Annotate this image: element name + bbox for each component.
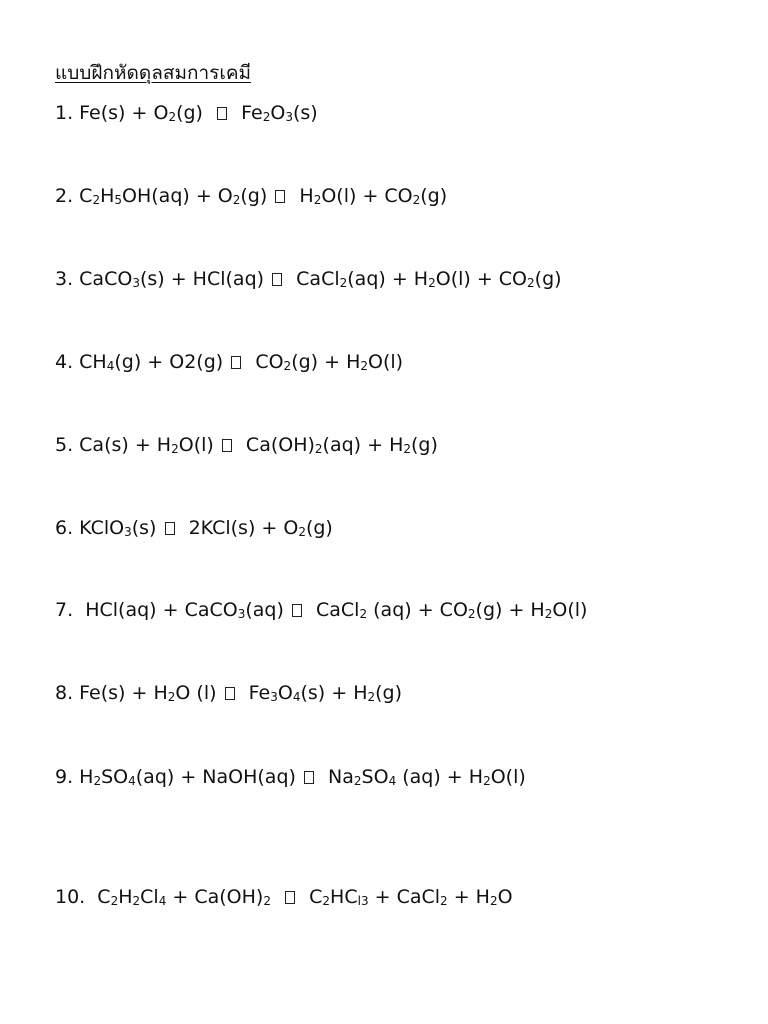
subscript: 2 — [132, 894, 141, 908]
subscript: 2 — [467, 607, 476, 621]
equation-text: 5. Ca(s) + H — [55, 434, 172, 456]
subscript: 2 — [263, 894, 271, 908]
equation-text: O (l) — [175, 682, 223, 704]
subscript: 5 — [114, 193, 123, 207]
equation-text: + H — [447, 886, 490, 908]
subscript: 3 — [285, 110, 293, 124]
equation-text: (s) — [292, 102, 318, 124]
equation-7 — [55, 601, 587, 620]
equation-text: 3. CaCO — [55, 268, 133, 290]
subscript: 4 — [106, 359, 115, 373]
equation-text: 4. CH — [55, 351, 107, 373]
subscript: 4 — [292, 690, 301, 704]
subscript: 2 — [92, 193, 101, 207]
subscript: 2 — [283, 359, 292, 373]
equation-text: O(l) — [552, 599, 588, 621]
equation-text: CaCl — [303, 599, 360, 621]
subscript: 4 — [388, 774, 397, 788]
equation-8 — [55, 684, 402, 703]
equation-text: (s) + H — [300, 682, 368, 704]
missing-glyph-box-icon — [292, 604, 302, 617]
equation-text: (g) — [375, 682, 403, 704]
equation-text: H — [100, 185, 115, 207]
equation-text: CaCl — [284, 268, 340, 290]
equation-text: (aq) + H — [347, 268, 429, 290]
subscript: 2 — [353, 774, 362, 788]
subscript: 2 — [314, 442, 323, 456]
equation-text: + CaCl — [368, 886, 441, 908]
equation-text: 2KCl(s) + O — [176, 517, 299, 539]
equation-text: O(l) + CO — [321, 185, 413, 207]
equation-text: (g) — [240, 185, 274, 207]
subscript: 2 — [489, 894, 498, 908]
subscript: 3 — [124, 525, 132, 539]
equation-text: (s) + HCl(aq) — [139, 268, 271, 290]
equation-text: C — [297, 886, 323, 908]
equation-9 — [55, 768, 526, 787]
equation-text: O — [270, 102, 286, 124]
missing-glyph-box-icon — [225, 687, 235, 700]
equation-text: SO — [101, 766, 129, 788]
equation-text: 9. H — [55, 766, 94, 788]
equation-1 — [55, 104, 318, 123]
subscript: 3 — [270, 690, 278, 704]
equation-text: Ca(OH) — [233, 434, 315, 456]
missing-glyph-box-icon — [165, 522, 175, 535]
missing-glyph-box-icon — [275, 190, 285, 203]
equation-text: 10. C — [55, 886, 111, 908]
subscript: 2 — [167, 690, 176, 704]
missing-glyph-box-icon — [217, 107, 227, 120]
equation-text: OH(aq) + O — [122, 185, 233, 207]
subscript: 2 — [93, 774, 102, 788]
subscript: 2 — [322, 894, 331, 908]
equation-text: (aq) + NaOH(aq) — [135, 766, 302, 788]
subscript: 3 — [237, 607, 246, 621]
subscript: 4 — [158, 894, 167, 908]
subscript: 4 — [128, 774, 136, 788]
equation-text: O(l) + CO — [435, 268, 528, 290]
equation-4 — [55, 353, 403, 372]
subscript: 2 — [544, 607, 553, 621]
subscript: 2 — [298, 525, 306, 539]
missing-glyph-box-icon — [304, 771, 314, 784]
equation-text: 8. Fe(s) + H — [55, 682, 168, 704]
subscript: 2 — [527, 276, 535, 290]
subscript: 2 — [359, 607, 368, 621]
equation-text: (g) — [305, 517, 333, 539]
equation-text: (aq) + CO — [367, 599, 468, 621]
subscript: 2 — [412, 193, 421, 207]
equation-text: 7. HCl(aq) + CaCO — [55, 599, 238, 621]
equation-text: O — [277, 682, 293, 704]
equation-text: (g) + H — [475, 599, 545, 621]
equation-text: O(l) — [490, 766, 526, 788]
equation-text: O(l) — [368, 351, 404, 373]
equation-text: (g) — [176, 102, 216, 124]
equation-text: Fe — [229, 102, 263, 124]
subscript: 2 — [440, 894, 448, 908]
missing-glyph-box-icon — [222, 439, 232, 452]
equation-text: (aq) — [245, 599, 290, 621]
equation-text: O(l) — [178, 434, 220, 456]
equation-text: (g) — [534, 268, 562, 290]
equation-text: CO — [243, 351, 284, 373]
missing-glyph-box-icon — [272, 273, 282, 286]
equation-2 — [55, 187, 447, 206]
subscript: l3 — [357, 894, 369, 908]
equation-text: 2. C — [55, 185, 93, 207]
equation-text: (aq) + H — [322, 434, 404, 456]
equation-text: Na — [315, 766, 354, 788]
subscript: 2 — [313, 193, 322, 207]
missing-glyph-box-icon — [285, 891, 295, 904]
equation-text: (s) — [131, 517, 163, 539]
subscript: 2 — [367, 690, 376, 704]
equation-text — [271, 886, 283, 908]
equation-text: + Ca(OH) — [166, 886, 264, 908]
equation-text: (g) + O2(g) — [114, 351, 230, 373]
equation-text: HC — [330, 886, 358, 908]
missing-glyph-box-icon — [231, 356, 241, 369]
equation-text: H — [287, 185, 314, 207]
equation-text: (g) — [420, 185, 448, 207]
equation-6 — [55, 519, 333, 538]
subscript: 2 — [360, 359, 368, 373]
worksheet-title: แบบฝึกหัดดุลสมการเคมี — [55, 62, 252, 84]
equation-text: 6. KClO — [55, 517, 125, 539]
subscript: 2 — [403, 442, 412, 456]
equation-text: (g) + H — [291, 351, 361, 373]
subscript: 2 — [171, 442, 179, 456]
subscript: 2 — [168, 110, 177, 124]
equation-text: H — [118, 886, 133, 908]
equation-10 — [55, 888, 513, 907]
subscript: 2 — [483, 774, 491, 788]
equation-text: 1. Fe(s) + O — [55, 102, 169, 124]
subscript: 3 — [132, 276, 140, 290]
equation-text: (aq) + H — [396, 766, 484, 788]
subscript: 2 — [110, 894, 119, 908]
subscript: 2 — [232, 193, 241, 207]
subscript: 2 — [262, 110, 271, 124]
equation-5 — [55, 436, 438, 455]
subscript: 2 — [339, 276, 348, 290]
equation-text: O — [497, 886, 513, 908]
equation-text: SO — [361, 766, 389, 788]
equation-text: Fe — [236, 682, 271, 704]
subscript: 2 — [428, 276, 436, 290]
equation-text: (g) — [411, 434, 438, 456]
equation-3 — [55, 270, 562, 289]
equation-text: Cl — [140, 886, 159, 908]
